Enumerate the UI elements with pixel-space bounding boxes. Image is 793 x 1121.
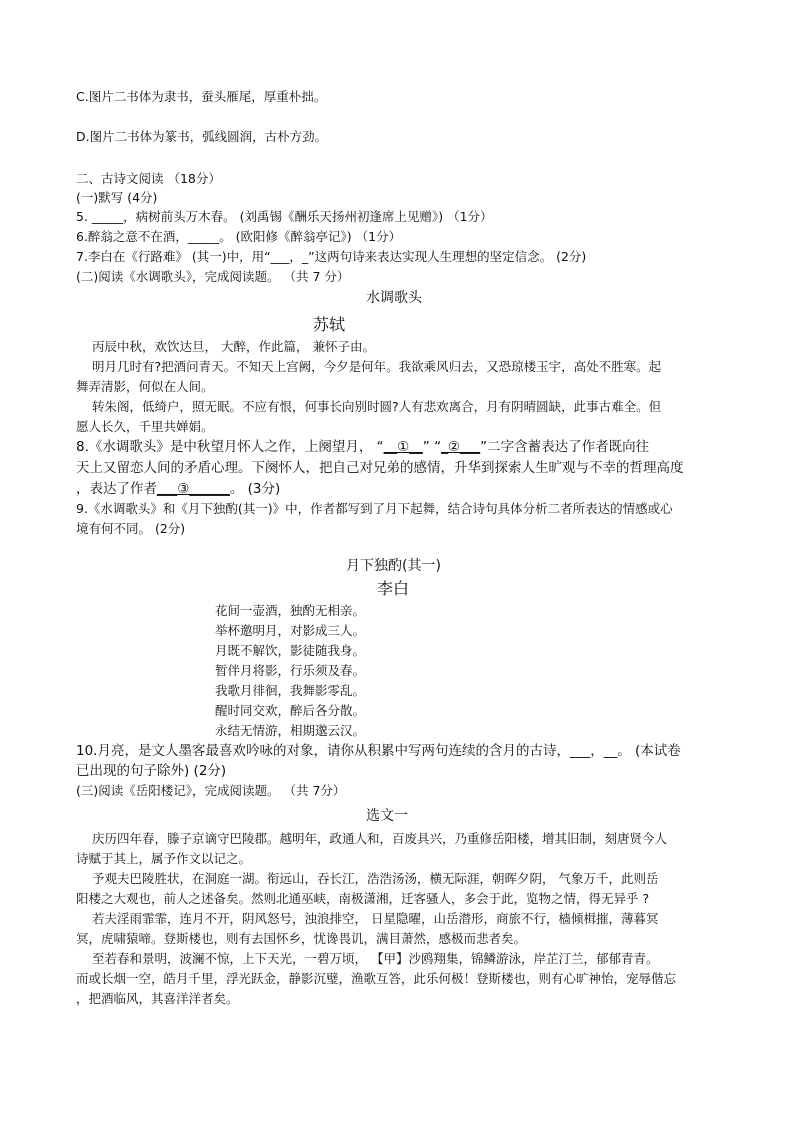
question-8-text: ”二字含蓄表达了作者既向往	[480, 439, 650, 455]
question-10: 10.月亮，是文人墨客最喜欢吟咏的对象，请你从积累中写两句连续的含月的古诗，___，__。 (本试卷	[76, 743, 681, 759]
question-7: 7.李白在《行路难》 (其一)中，用“___，_”这两句诗来表达实现人生理想的坚定信念。 (2分)	[76, 249, 587, 264]
selection-para-1: 庆历四年春，滕子京谪守巴陵郡。越明年，政通人和，百废具兴，乃重修岳阳楼，增其旧制，刻唐贤今人	[92, 831, 668, 846]
selection-para-2: 予观夫巴陵胜状，在洞庭一湖。衔远山，吞长江，浩浩汤汤，横无际涯，朝晖夕阴， 气象万千，此则岳	[92, 871, 659, 886]
blank-2: _②___	[441, 439, 481, 455]
poem-2-line: 月既不解饮，影徒随我身。	[215, 643, 366, 658]
question-8-line-2: 天上又留恋人间的矛盾心理。下阕怀人，把自己对兄弟的感情，升华到探索人生旷观与不幸的哲理高度	[76, 460, 684, 476]
question-9: 9.《水调歌头》和《月下独酌(其一)》中，作者都写到了月下起舞，结合诗句具体分析二者所表达的情感或心	[76, 501, 673, 516]
selection-para-1-cont: 诗赋于其上，属予作文以记之。	[76, 851, 252, 866]
question-5: 5. _____，病树前头万木春。 (刘禹锡《酬乐天扬州初逢席上见赠》) （1分）	[76, 209, 493, 224]
selection-para-4: 至若春和景明，波澜不惊，上下天光，一碧万顷， 【甲】沙鸥翔集，锦鳞游泳，岸芷汀兰，郁郁青青。	[92, 951, 659, 966]
part-3-heading: (三)阅读《岳阳楼记》，完成阅读题。 （共 7分）	[76, 783, 346, 798]
poem-1-stanza-1-cont: 舞弄清影，何似在人间。	[76, 379, 214, 394]
poem-1-stanza-2: 转朱阁，低绮户，照无眠。不应有恨，何事长向别时圆?人有悲欢离合，月有阴晴圆缺，此事古难全。但	[92, 399, 662, 414]
question-8-line-1	[76, 438, 649, 456]
poem-2-author: 李白	[377, 579, 410, 598]
blank-1: __①__	[383, 439, 423, 455]
option-d: D.图片二书体为篆书，弧线圆润，古朴方劲。	[76, 129, 328, 144]
selection-para-4-end: ，把酒临风，其喜洋洋者矣。	[76, 991, 239, 1006]
question-8-text: 8.《水调歌头》是中秋望月怀人之作，上阕望月， “	[76, 439, 384, 455]
option-c: C.图片二书体为隶书，蚕头雁尾，厚重朴拙。	[76, 89, 327, 104]
poem-2-line: 花间一壶酒，独酌无相亲。	[215, 603, 366, 618]
blank-3: ___③______	[157, 481, 230, 497]
poem-1-author: 苏轼	[313, 315, 346, 334]
poem-1-preface: 丙辰中秋，欢饮达旦， 大醉，作此篇， 兼怀子由。	[92, 339, 375, 354]
selection-para-3: 若夫淫雨霏霏，连月不开，阴风怒号，浊浪排空， 日星隐曜，山岳潜形，商旅不行，樯倾楫摧，薄暮冥	[92, 911, 659, 926]
question-8-text: ，表达了作者	[76, 481, 157, 497]
part-1-heading: (一)默写 (4分)	[76, 190, 158, 205]
poem-1-title: 水调歌头	[366, 290, 422, 306]
selection-para-3-cont: 冥，虎啸猿啼。登斯楼也，则有去国怀乡，忧谗畏讥，满目萧然，感极而悲者矣。	[76, 931, 527, 946]
selection-title: 选文一	[366, 808, 408, 824]
question-8-text: 。 (3分)	[229, 481, 281, 497]
part-2-heading: (二)阅读《水调歌头》，完成阅读题。 （共 7 分）	[76, 269, 350, 284]
poem-2-line: 暂伴月将影，行乐须及春。	[215, 663, 366, 678]
poem-2-line: 永结无情游，相期邈云汉。	[215, 723, 366, 738]
poem-1-stanza-2-cont: 愿人长久，千里共婵娟。	[76, 419, 214, 434]
selection-para-2-cont: 阳楼之大观也，前人之述备矣。然则北通巫峡，南极潇湘，迁客骚人，多会于此，览物之情，得无异乎 ?	[76, 891, 650, 906]
question-9-cont: 境有何不同。 (2分)	[76, 521, 186, 536]
section-2-heading: 二、古诗文阅读 （18分）	[76, 171, 221, 186]
question-10-cont: 已出现的句子除外) (2分)	[76, 763, 227, 779]
question-8-text: ” “	[422, 439, 442, 455]
poem-2-line: 我歌月徘徊，我舞影零乱。	[215, 683, 366, 698]
poem-1-stanza-1: 明月几时有?把酒问青天。不知天上宫阙，今夕是何年。我欲乘风归去，又恐琼楼玉宇，高处不胜寒。起	[92, 359, 662, 374]
question-8-line-3	[76, 480, 280, 498]
selection-para-4-cont: 而或长烟一空，皓月千里，浮光跃金，静影沉璧，渔歌互答，此乐何极！登斯楼也，则有心旷神怡，宠辱偕忘	[76, 971, 677, 986]
poem-2-title: 月下独酌(其一)	[346, 558, 441, 574]
poem-2-line: 醒时同交欢，醉后各分散。	[215, 703, 366, 718]
question-6: 6.醉翁之意不在酒，_____。 (欧阳修《醉翁亭记》) （1分）	[76, 229, 402, 244]
poem-2-line: 举杯邀明月，对影成三人。	[215, 623, 366, 638]
